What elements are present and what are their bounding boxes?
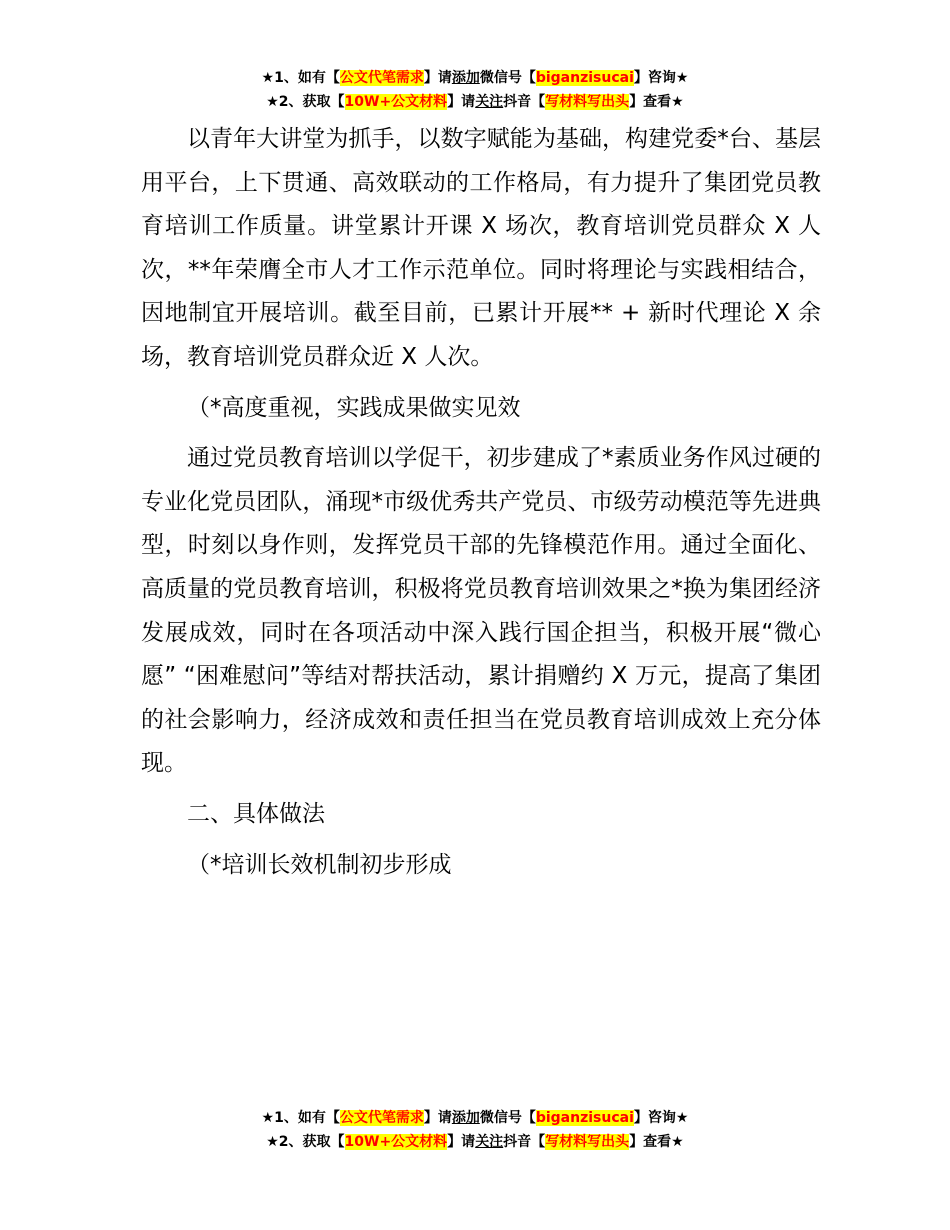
highlight-text: biganzisucai bbox=[535, 1110, 634, 1126]
paragraph-1: 以青年大讲堂为抓手，以数字赋能为基础，构建党委*台、基层用平台，上下贯通、高效联动的工作格局，有力提升了集团党员教育培训工作质量。讲堂累计开课 X 场次，教育培训党员群众 X 人次，**年荣膺全市人才工作示范单位。同时将理论与实践相结合，因地制宜开展培训。截至目前，已累计开展** + 新时代理论 X 余场，教育培训党员群众近 X 人次。 bbox=[141, 126, 821, 370]
underlined-text: 关注 bbox=[475, 94, 504, 110]
section-heading-3: （*培训长效机制初步形成 bbox=[187, 851, 452, 878]
banner-line-1 bbox=[0, 1106, 950, 1130]
footer-banner bbox=[0, 1106, 950, 1154]
highlight-text: 公文代笔需求 bbox=[339, 1110, 424, 1126]
banner-text: 】请 bbox=[423, 1110, 452, 1126]
highlight-text: biganzisucai bbox=[535, 70, 634, 86]
banner-line-1 bbox=[0, 66, 950, 90]
banner-line-2 bbox=[0, 90, 950, 114]
banner-text: 微信号【 bbox=[479, 1110, 536, 1126]
banner-text: 】咨询★ bbox=[633, 1110, 689, 1126]
highlight-text: 公文代笔需求 bbox=[339, 70, 424, 86]
banner-text: ★1、如有【 bbox=[261, 1110, 340, 1126]
document-body bbox=[141, 118, 821, 887]
banner-text: 】请 bbox=[447, 94, 476, 110]
banner-text: ★2、获取【 bbox=[266, 1134, 345, 1150]
banner-text: ★2、获取【 bbox=[266, 94, 345, 110]
banner-text: 】请 bbox=[447, 1134, 476, 1150]
highlight-text: 10W+公文材料 bbox=[344, 1134, 448, 1150]
banner-text: 抖音【 bbox=[503, 1134, 546, 1150]
underlined-text: 添加 bbox=[451, 1110, 480, 1126]
section-heading-2: 二、具体做法 bbox=[187, 800, 325, 827]
underlined-text: 关注 bbox=[475, 1134, 504, 1150]
highlight-text: 写材料写出头 bbox=[545, 94, 630, 110]
banner-text: 】查看★ bbox=[629, 1134, 684, 1150]
paragraph-2: 通过党员教育培训以学促干，初步建成了*素质业务作风过硬的专业化党员团队，涌现*市级优秀共产党员、市级劳动模范等先进典型，时刻以身作则，发挥党员干部的先锋模范作用。通过全面化、高质量的党员教育培训，积极将党员教育培训效果之*换为集团经济发展成效，同时在各项活动中深入践行国企担当，积极开展“微心愿” “困难慰问”等结对帮扶活动，累计捐赠约 X 万元，提高了集团的社会影响力，经济成效和责任担当在党员教育培训成效上充分体现。 bbox=[141, 445, 821, 777]
highlight-text: 10W+公文材料 bbox=[344, 94, 448, 110]
banner-text: 】咨询★ bbox=[633, 70, 689, 86]
underlined-text: 添加 bbox=[451, 70, 480, 86]
banner-text: 】查看★ bbox=[629, 94, 684, 110]
banner-text: 抖音【 bbox=[503, 94, 546, 110]
header-banner bbox=[0, 66, 950, 114]
section-heading-1: （*高度重视，实践成果做实见效 bbox=[187, 394, 521, 421]
banner-text: 微信号【 bbox=[479, 70, 536, 86]
banner-text: ★1、如有【 bbox=[261, 70, 340, 86]
banner-text: 】请 bbox=[423, 70, 452, 86]
highlight-text: 写材料写出头 bbox=[545, 1134, 630, 1150]
banner-line-2 bbox=[0, 1130, 950, 1154]
